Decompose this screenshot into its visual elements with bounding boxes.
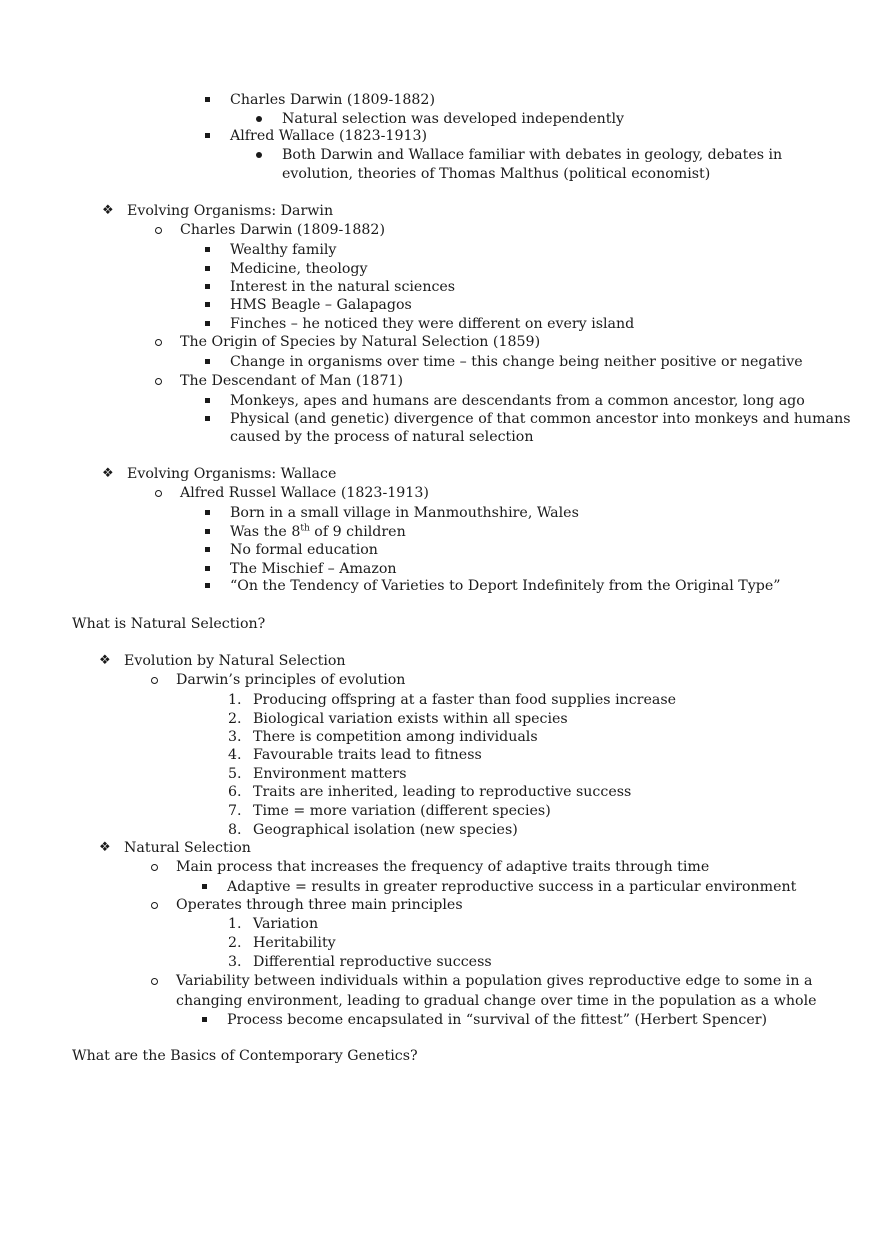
square-bullet-icon (205, 247, 210, 252)
square-bullet-icon (205, 321, 210, 326)
circle-bullet-icon (151, 677, 158, 684)
square-bullet-icon (205, 547, 210, 552)
circle-bullet-icon (155, 378, 162, 385)
square-bullet-icon (205, 97, 210, 102)
square-bullet-icon (205, 416, 210, 421)
circle-bullet-icon (155, 490, 162, 497)
square-bullet-icon (205, 510, 210, 515)
dot-bullet-icon (256, 116, 262, 122)
square-bullet-icon (205, 133, 210, 138)
circle-bullet-icon (151, 864, 158, 871)
square-bullet-icon (205, 359, 210, 364)
dot-bullet-icon (256, 152, 262, 158)
square-bullet-icon (205, 398, 210, 403)
square-bullet-icon (205, 583, 210, 588)
circle-bullet-icon (155, 227, 162, 234)
diamond-bullet-icon: ❖ (99, 653, 111, 668)
square-bullet-icon (205, 284, 210, 289)
square-bullet-icon (202, 884, 207, 889)
square-bullet-icon (205, 566, 210, 571)
square-bullet-icon (205, 529, 210, 534)
diamond-bullet-icon: ❖ (102, 203, 114, 218)
circle-bullet-icon (155, 339, 162, 346)
diamond-bullet-icon: ❖ (99, 840, 111, 855)
circle-bullet-icon (151, 902, 158, 909)
diamond-bullet-icon: ❖ (102, 466, 114, 481)
square-bullet-icon (202, 1017, 207, 1022)
square-bullet-icon (205, 302, 210, 307)
circle-bullet-icon (151, 978, 158, 985)
square-bullet-icon (205, 266, 210, 271)
